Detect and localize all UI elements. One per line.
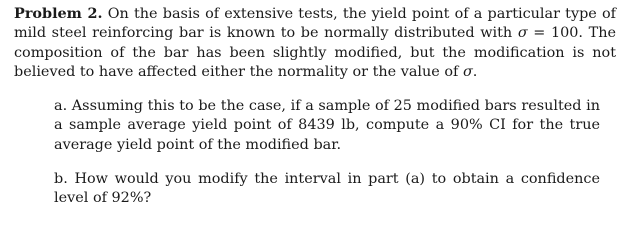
problem-text-modification: The composition of the bar has been slightly modified, but the modification is not believed to have affected either the normality or the value of [14,25,616,81]
sigma-value: = 100. [533,25,583,42]
problem-title: Problem 2. [14,5,103,22]
problem-statement [14,4,616,83]
sigma-symbol: σ [517,25,528,42]
part-a: a. Assuming this to be the case, if a sample of 25 modified bars resulted in a sample average yield point of 8439 lb, compute a 90% CI for the true average yield point of the modified bar. [54,98,600,153]
problem-text-intro: On the basis of extensive tests, the yield point of a particular type of mild steel reinforcing bar is known to be normally distributed with [14,6,616,42]
problem-period: . [472,64,478,81]
part-b: b. How would you modify the interval in part (a) to obtain a confidence level of 92%? [54,171,600,207]
sigma-symbol-end: σ [462,64,473,81]
